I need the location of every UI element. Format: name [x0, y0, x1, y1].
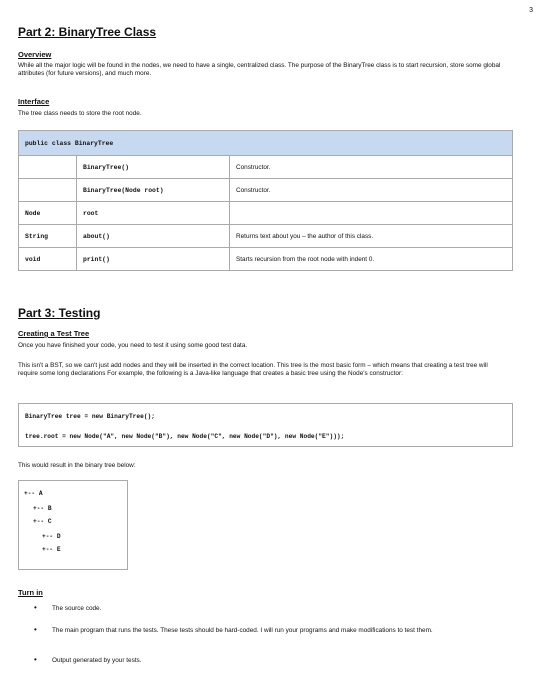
page-number: 3: [529, 7, 533, 14]
code-line: BinaryTree tree = new BinaryTree();: [25, 413, 155, 420]
list-item: The main program that runs the tests. These tests should be hard-coded. I will run your programs and make modifications to test them.: [52, 627, 433, 634]
member-type: Node: [19, 202, 77, 225]
member-description: Constructor.: [230, 156, 513, 179]
table-row: [19, 225, 513, 248]
member-description: Constructor.: [230, 179, 513, 202]
member-description: [230, 202, 513, 225]
member-description: Returns text about you – the author of this class.: [230, 225, 513, 248]
table-row: [19, 179, 513, 202]
part2-title: Part 2: BinaryTree Class: [18, 25, 157, 39]
part3-title: Part 3: Testing: [18, 306, 101, 320]
code-line: tree.root = new Node("A", new Node("B"), new Node("C", new Node("D"), new Node("E")));: [25, 433, 345, 440]
member-signature: root: [77, 202, 230, 225]
bullet-icon: •: [34, 655, 37, 664]
tree-node-line: +-- E: [42, 546, 61, 553]
tree-node-line: +-- C: [33, 518, 52, 525]
bullet-icon: •: [34, 603, 37, 612]
creating-heading: Creating a Test Tree: [18, 329, 90, 338]
tree-node-line: +-- B: [33, 505, 52, 512]
class-declaration: public class BinaryTree: [19, 131, 513, 156]
member-signature: about(): [77, 225, 230, 248]
bullet-icon: •: [34, 625, 37, 634]
bst-text: This isn't a BST, so we can't just add nodes and they will be inserted in the correct location. This tree is the most basic form – which means that creating a test tree will require some long declarations For example, the following is a Java-like language that creates a basic tree using the Node's constructor:: [18, 362, 488, 378]
interface-text: The tree class needs to store the root node.: [18, 110, 142, 117]
member-signature: print(): [77, 248, 230, 271]
code-box: [18, 403, 513, 447]
overview-heading: Overview: [18, 50, 52, 59]
list-item: The source code.: [52, 605, 102, 612]
tree-node-line: +-- D: [42, 533, 61, 540]
member-type: [19, 179, 77, 202]
tree-node-line: +-- A: [24, 490, 43, 497]
member-type: void: [19, 248, 77, 271]
table-row: [19, 202, 513, 225]
tree-diagram: [18, 480, 128, 570]
member-signature: BinaryTree(): [77, 156, 230, 179]
member-signature: BinaryTree(Node root): [77, 179, 230, 202]
table-row: [19, 248, 513, 271]
turnin-heading: Turn in: [18, 588, 43, 597]
table-header-row: [19, 131, 513, 156]
interface-table: [18, 130, 513, 271]
result-text: This would result in the binary tree below:: [18, 462, 136, 469]
overview-text: While all the major logic will be found in the nodes, we need to have a single, centralized class. The purpose of the BinaryTree class is to start recursion, store some global attributes (for future versions), and much more.: [18, 62, 501, 78]
table-row: [19, 156, 513, 179]
member-type: String: [19, 225, 77, 248]
member-type: [19, 156, 77, 179]
list-item: Output generated by your tests.: [52, 657, 142, 664]
interface-heading: Interface: [18, 97, 50, 106]
creating-text: Once you have finished your code, you need to test it using some good test data.: [18, 342, 248, 349]
member-description: Starts recursion from the root node with indent 0.: [230, 248, 513, 271]
